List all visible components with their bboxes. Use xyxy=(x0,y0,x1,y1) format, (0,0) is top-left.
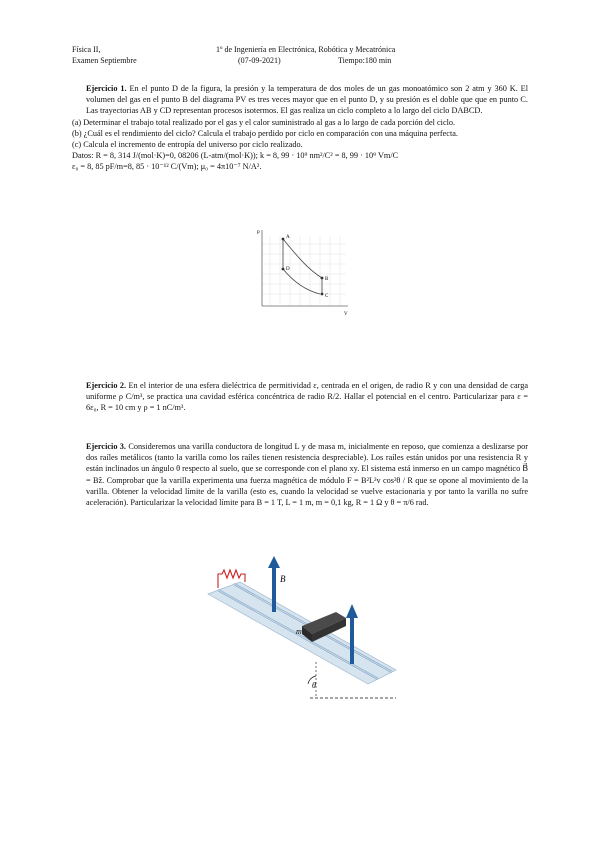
b-field-label: B⃗ xyxy=(280,574,293,584)
exercise-2-label: Ejercicio 2. xyxy=(86,381,127,390)
label-a: A xyxy=(286,235,290,240)
exercise-1-data-line-1: Datos: R = 8, 314 J/(mol·K)=0, 08206 (L-atm/(mol·K)); k = 8, 99 · 10⁹ nm²/C² = 8, 99 · 10⁹ Vm/C xyxy=(72,151,399,161)
exercise-1-text: En el punto D de la figura, la presión y la temperatura de dos moles de un gas monoatómico son 2 atm y 360 K. El volumen del gas en el punto B del diagrama PV es tres veces mayor que en el punto D, y su presión es el doble que que en punto C. Las trayectorias AB y CD representan procesos isotermos. El gas realiza un ciclo completo a lo largo del ciclo DABCD. xyxy=(86,84,529,116)
exercise-1-part-c: (c) Calcula el incremento de entropía del universo por ciclo realizado. xyxy=(72,140,303,150)
point-b xyxy=(321,277,324,280)
exercise-2-text: En el interior de una esfera dieléctrica de permitividad ε, centrada en el origen, de radio R y con una densidad de carga uniforme ρ C/m³, se practica una cavidad esférica concéntrica de radio R/2. Hallar el potencial en el centro. Particularizar para ε = 6ε₀, R = 10 cm y ρ = 1 nC/m³. xyxy=(86,381,529,413)
inclined-rails-figure xyxy=(200,552,400,702)
time-label: Tiempo:180 min xyxy=(338,56,392,65)
exercise-1-data-line-2: ε₀ = 8, 85 pF/m=8, 85 · 10⁻¹² C/(Vm); μ₀ = 4π10⁻⁷ N/A². xyxy=(72,162,262,172)
v-axis-label: V xyxy=(344,312,348,317)
point-d xyxy=(282,268,285,271)
theta-label: θ xyxy=(312,681,316,690)
course-label: Física II, xyxy=(72,45,101,54)
label-c: C xyxy=(325,294,329,299)
point-a xyxy=(282,238,285,241)
exercise-1 xyxy=(72,83,528,173)
exercise-3 xyxy=(72,441,528,508)
isotherm-ab xyxy=(283,239,322,278)
degree-label: 1º de Ingeniería en Electrónica, Robótica y Mecatrónica xyxy=(216,45,396,54)
exercise-3-label: Ejercicio 3. xyxy=(86,442,126,451)
exercise-1-part-b: (b) ¿Cuál es el rendimiento del ciclo? Calcula el trabajo perdido por ciclo en comparación con una máquina perfecta. xyxy=(72,128,458,138)
p-axis-label: P xyxy=(257,231,260,236)
exam-label: Examen Septiembre xyxy=(72,56,137,65)
label-d: D xyxy=(286,267,290,272)
label-b: B xyxy=(325,277,329,282)
mass-label: m xyxy=(296,627,302,636)
pv-diagram xyxy=(254,224,354,318)
exercise-2 xyxy=(72,380,528,414)
exercise-3-text: Consideremos una varilla conductora de longitud L y de masa m, inicialmente en reposo, que comienza a deslizarse por dos raíles metálicos (tanto la varilla como los raíles tienen resistencia despreciable). Los raíles están unidos por una resistencia R y están inclinados un ángulo θ respecto al suelo, que se corresponde con el plano xy. El sistema está inmerso en un campo magnético B⃗ = Bẑ. Comprobar que la varilla experimenta una fuerza magnética de módulo F = B²L²v cos²θ / R que se opone al movimiento de la varilla. Obtener la velocidad límite de la varilla (esto es, cuando la velocidad se vuelve estacionaria y por tanto la varilla no sufre aceleración). Particularizar la velocidad límite para B = 1 T, L = 1 m, m = 0,1 kg, R = 1 Ω y θ = π/6 rad. xyxy=(86,442,528,508)
exercise-1-part-a: (a) Determinar el trabajo total realizado por el gas y el calor suministrado al gas a lo largo de cada porción del ciclo. xyxy=(72,117,456,127)
point-c xyxy=(321,293,324,296)
date-label: (07-09-2021) xyxy=(238,56,281,65)
pv-grid xyxy=(262,236,346,306)
exercise-1-label: Ejercicio 1. xyxy=(86,84,127,93)
